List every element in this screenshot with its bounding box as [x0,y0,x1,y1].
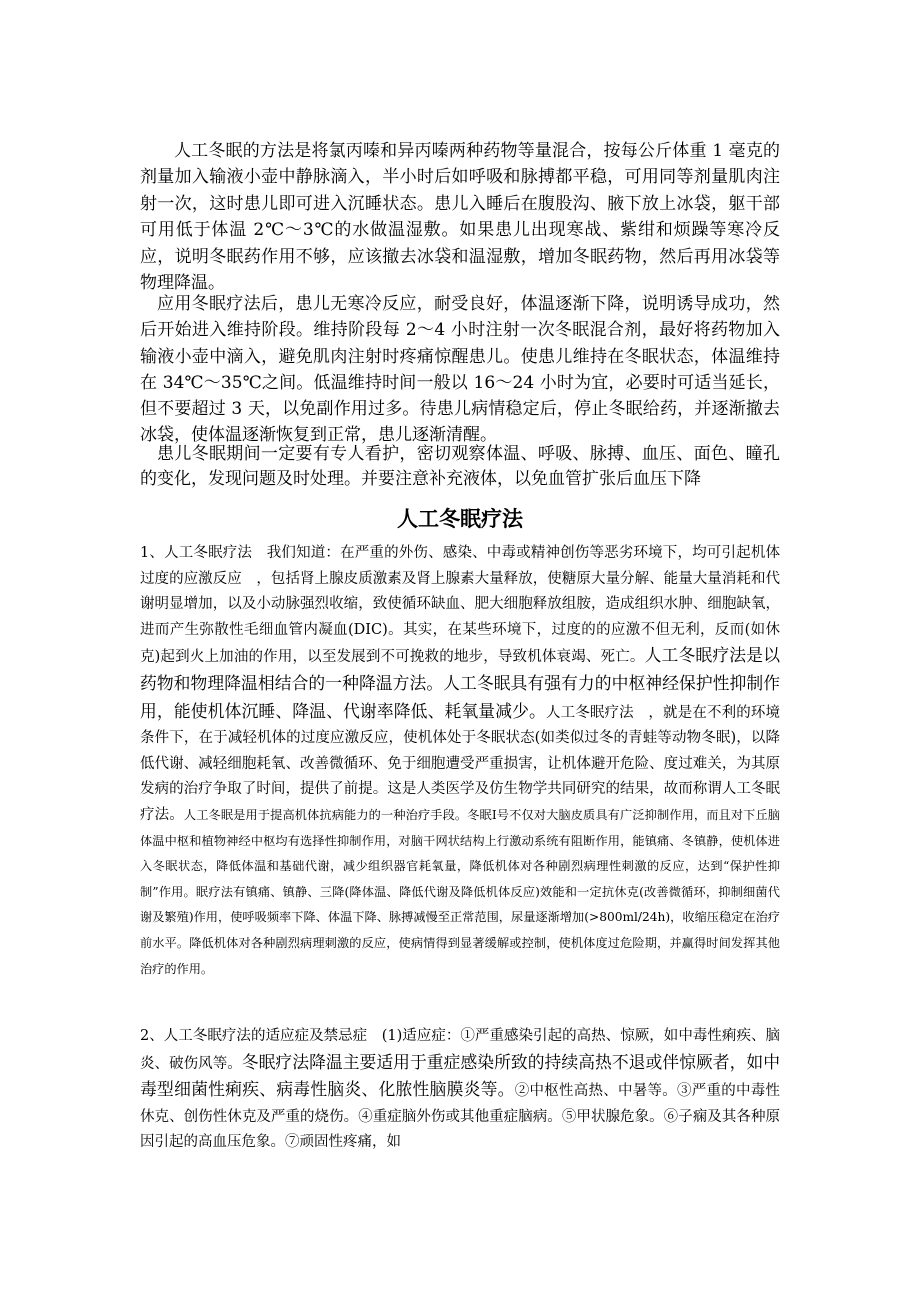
section-1-explanation-text: 人工冬眠疗法 ，就是在不利的环境条件下，在于减轻机体的过度应激反应，使机体处于冬眠状态(如类似过冬的青蛙等动物冬眠)，以降低代谢、减轻细胞耗氧、改善微循环、免于细胞遭受严重损害，让机体避开危险、度过难关，为其原发病的治疗争取了时间，提供了前提。这是人类医学及仿生物学共同研究的结果，故而称谓人工冬眠疗法。 [140,704,780,823]
paragraph-method: 人工冬眠的方法是将氯丙嗪和异丙嗪两种药物等量混合，按每公斤体重 1 毫克的剂量加入输液小壶中静脉滴入，半小时后如呼吸和脉搏都平稳，可用同等剂量肌肉注射一次，这时患儿即可进入沉睡状态。患儿入睡后在腹股沟、腋下放上冰袋，躯干部可用低于体温 2℃～3℃的水做温湿敷。如果患儿出现寒战、紫绀和烦躁等寒冷反应，说明冬眠药作用不够，应该撤去冰袋和温湿敷，增加冬眠药物，然后再用冰袋等物理降温。 [140,141,780,294]
section-2-paragraph [140,1024,780,1156]
paragraph-maintenance: 应用冬眠疗法后，患儿无寒冷反应，耐受良好，体温逐渐下降，说明诱导成功，然后开始进入维持阶段。维持阶段每 2～4 小时注射一次冬眠混合剂，最好将药物加入输液小壶中滴入，避免肌肉注射时疼痛惊醒患儿。使患儿维持在冬眠状态，体温维持在 34℃～35℃之间。低温维持时间一般以 16～24 小时为宜，必要时可适当延长，但不要超过 3 天，以免副作用过多。待患儿病情稳定后，停止冬眠给药，并逐渐撤去冰袋，使体温逐渐恢复到正常，患儿逐渐清醒。 [140,294,780,446]
section-2-intro-text: 2、人工冬眠疗法的适应症及禁忌症 (1)适应症：①严重感染引起的高热、惊厥，如中毒性痢疾、脑炎、破伤风等。 [140,1028,780,1072]
section-heading: 人工冬眠疗法 [397,507,523,531]
paragraph-monitoring: 患儿冬眠期间一定要有专人看护，密切观察体温、呼吸、脉搏、血压、面色、瞳孔的变化，发现问题及时处理。并要注意补充液体，以免血管扩张后血压下降 [140,444,780,489]
section-1-intro-text: 1、人工冬眠疗法 我们知道：在严重的外伤、感染、中毒或精神创伤等恶劣环境下，均可引起机体过度的应激反应 ，包括肾上腺皮质激素及肾上腺素大量释放，使糖原大量分解、能量大量消耗和代谢明显增加，以及小动脉强烈收缩，致使循环缺血、肥大细胞释放组胺，造成组织水肿、细胞缺氧，进而产生弥散性毛细血管内凝血(DIC)。其实，在某些环境下，过度的的应激不但无利，反而(如休克)起到火上加油的作用，以至发展到不可挽救的地步，导致机体衰竭、死亡。 [140,545,780,666]
section-1-definition-text: 人工冬眠疗法是以药物和物理降温相结合的一种降温方法。人工冬眠具有强有力的中枢神经保护性抑制作用，能使机体沉睡、降温、代谢率降低、耗氧量减少。 [140,645,780,721]
section-2-highlight-text: 冬眠疗法降温主要适用于重症感染所致的持续高热不退或伴惊厥者，如中毒型细菌性痢疾、病毒性脑炎、化脓性脑膜炎等。 [140,1051,780,1100]
section-1-detail-text: 人工冬眠是用于提高机体抗病能力的一种治疗手段。冬眠Ⅰ号不仅对大脑皮质具有广泛抑制作用，而且对下丘脑体温中枢和植物神经中枢均有选择性抑制作用，对脑干网状结构上行激动系统有阻断作用，能镇痛、冬镇静，使机体进入冬眠状态，降低体温和基础代谢，减少组织器官耗氧量，降低机体对各种剧烈病理性刺激的反应，达到“保护性抑制”作用。眠疗法有镇痛、镇静、三降(降体温、降低代谢及降低机体反应)效能和一定抗休克(改善微循环，抑制细菌代谢及繁殖)作用，使呼吸频率下降、体温下降、脉搏减慢至正常范围，尿量逐渐增加(>800ml/24h)，收缩压稳定在治疗前水平。降低机体对各种剧烈病理刺激的反应，使病情得到显著缓解或控制，使机体度过危险期，并赢得时间发挥其他治疗的作用。 [140,807,780,976]
section-2-list-text: ②中枢性高热、中暑等。③严重的中毒性休克、创伤性休克及严重的烧伤。④重症脑外伤或其他重症脑病。⑤甲状腺危象。⑥子痫及其各种原因引起的高血压危象。⑦顽固性疼痛，如 [140,1083,780,1151]
section-1-paragraph [140,541,780,982]
